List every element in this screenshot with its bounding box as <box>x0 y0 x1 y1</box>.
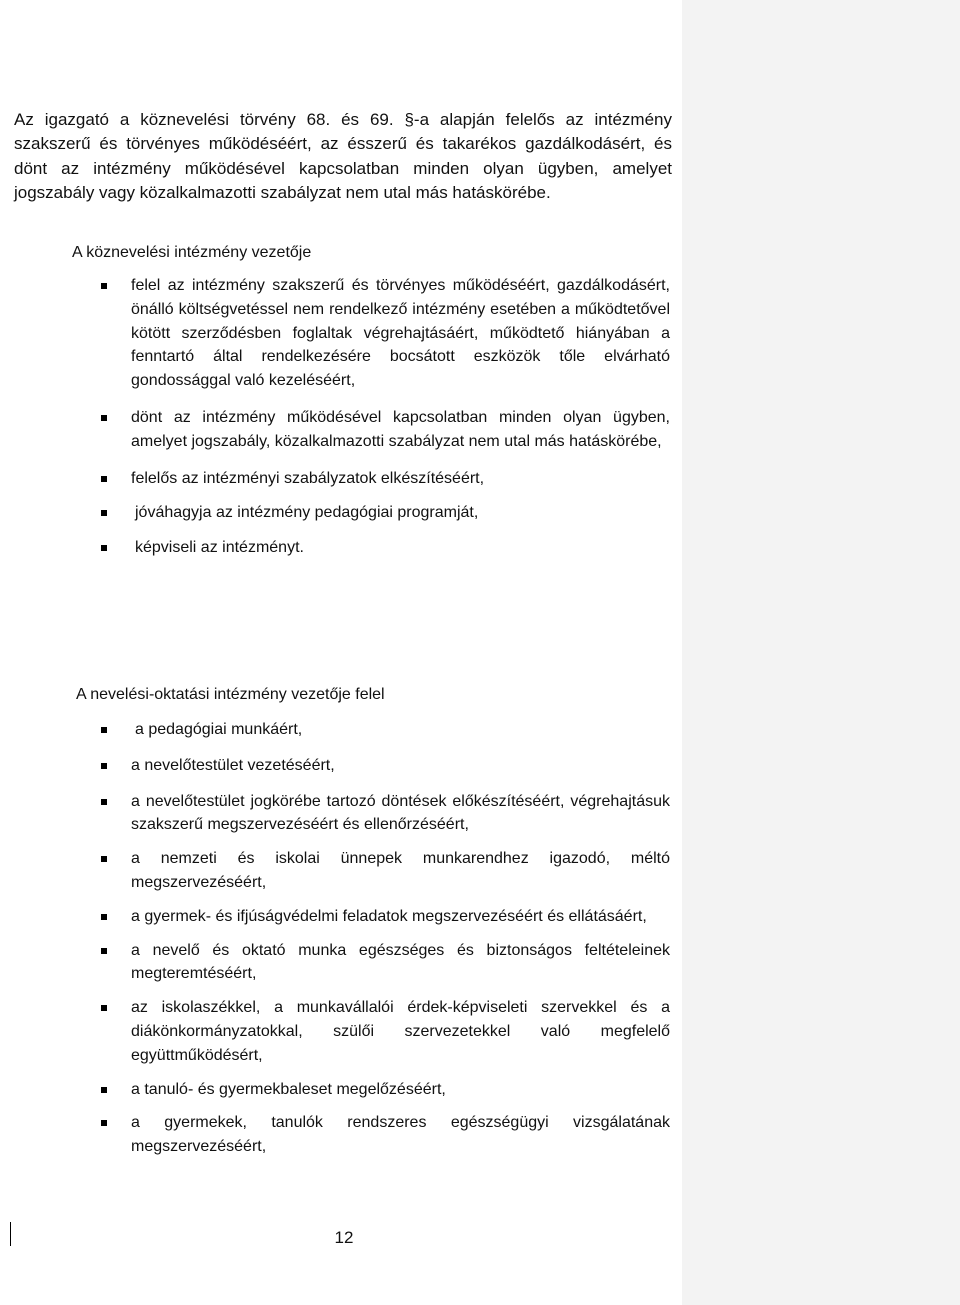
square-bullet-icon <box>101 510 107 516</box>
list-item: a tanuló- és gyermekbaleset megelőzéséért, <box>0 1078 682 1102</box>
square-bullet-icon <box>101 948 107 954</box>
square-bullet-icon <box>101 727 107 733</box>
list-item: a pedagógiai munkáért, <box>0 718 682 742</box>
square-bullet-icon <box>101 1120 107 1126</box>
education-leader-duties-list <box>0 718 682 1159</box>
list-item: felelős az intézményi szabályzatok elkészítéséért, <box>0 467 682 491</box>
square-bullet-icon <box>101 415 107 421</box>
square-bullet-icon <box>101 799 107 805</box>
list-item: képviseli az intézményt. <box>0 536 682 560</box>
intro-paragraph: Az igazgató a köznevelési törvény 68. és 69. §-a alapján felelős az intézmény szakszerű és törvényes működéséért, az ésszerű és takarékos gazdálkodásért, és dönt az intézmény működésével kapcsolatban minden olyan ügyben, amelyet jogszabály vagy közalkalmazotti szabályzat nem utal más hatáskörébe. <box>14 110 672 203</box>
list-item: a nemzeti és iskolai ünnepek munkarendhez igazodó, méltó megszervezéséért, <box>0 847 682 895</box>
section-heading-education-leader: A nevelési-oktatási intézmény vezetője felel <box>76 686 385 703</box>
list-item: a nevelőtestület vezetéséért, <box>0 754 682 778</box>
list-item: felel az intézmény szakszerű és törvényes működéséért, gazdálkodásért, önálló költségvetéssel nem rendelkező intézmény esetében a működtetővel kötött szerződésben foglaltak végrehajtásáért, működtető hiányában a fenntartó által rendelkezésére bocsátott eszközök tőle elvárható gondossággal való kezeléséért, <box>0 274 682 393</box>
text-cursor <box>10 1222 11 1246</box>
square-bullet-icon <box>101 914 107 920</box>
square-bullet-icon <box>101 1005 107 1011</box>
square-bullet-icon <box>101 1087 107 1093</box>
section-heading-school-leader: A köznevelési intézmény vezetője <box>72 244 312 261</box>
comment-margin-pane <box>682 0 960 1305</box>
list-item: a nevelő és oktató munka egészséges és biztonságos feltételeinek megteremtéséért, <box>0 939 682 987</box>
square-bullet-icon <box>101 545 107 551</box>
list-item: a gyermekek, tanulók rendszeres egészségügyi vizsgálatának megszervezéséért, <box>0 1111 682 1159</box>
page-number: 12 <box>334 1228 354 1247</box>
list-item: jóváhagyja az intézmény pedagógiai programját, <box>0 501 682 525</box>
list-item: a nevelőtestület jogkörébe tartozó döntések előkészítéséért, végrehajtásuk szakszerű megszervezéséért és ellenőrzéséért, <box>0 790 682 838</box>
list-item: az iskolaszékkel, a munkavállalói érdek-képviseleti szervekkel és a diákönkormányzatokkal, szülői szervezetekkel való megfelelő együttműködésért, <box>0 996 682 1067</box>
square-bullet-icon <box>101 283 107 289</box>
list-item: dönt az intézmény működésével kapcsolatban minden olyan ügyben, amelyet jogszabály, közalkalmazotti szabályzat nem utal más hatáskörébe, <box>0 406 682 454</box>
square-bullet-icon <box>101 763 107 769</box>
square-bullet-icon <box>101 856 107 862</box>
list-item: a gyermek- és ifjúságvédelmi feladatok megszervezéséért és ellátásáért, <box>0 905 682 929</box>
leader-duties-list <box>0 274 682 560</box>
square-bullet-icon <box>101 476 107 482</box>
